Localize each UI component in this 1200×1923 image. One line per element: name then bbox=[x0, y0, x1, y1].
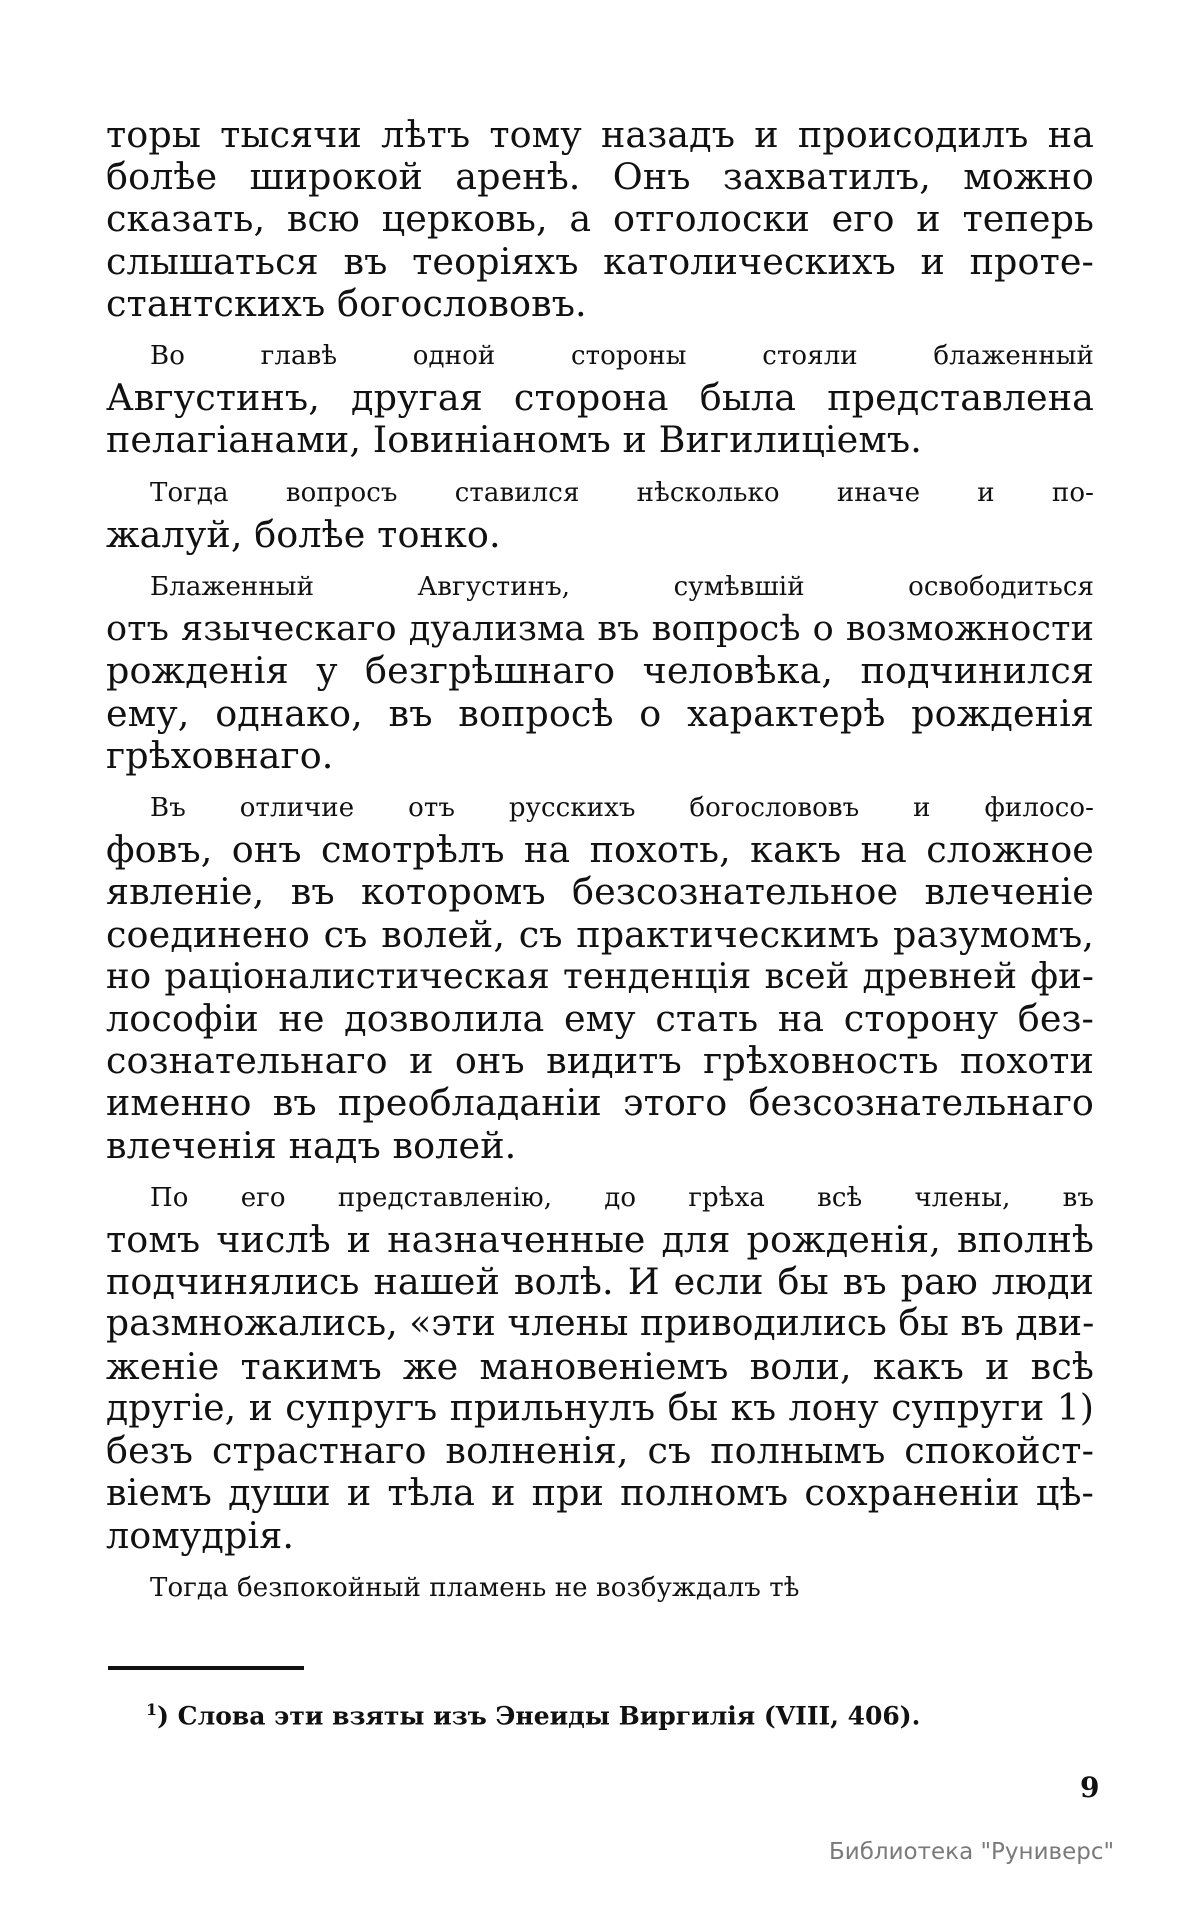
footnote bbox=[146, 1695, 920, 1731]
text-line: фовъ, онъ смотрѣлъ на похоть, какъ на сложное bbox=[106, 828, 1094, 872]
text-line: Во главѣ одной стороны стояли блаженный bbox=[150, 341, 1094, 372]
text-line: безъ страстнаго волненія, съ полнымъ спокойст- bbox=[106, 1429, 1094, 1473]
footnote-rule bbox=[108, 1666, 304, 1670]
text-line: жалуй, болѣе тонко. bbox=[106, 512, 501, 556]
text-line: именно въ преобладаніи этого безсознательнаго bbox=[106, 1081, 1094, 1125]
text-line: грѣховнаго. bbox=[106, 733, 334, 777]
text-line: сказать, всю церковь, а отголоски его и теперь bbox=[106, 197, 1094, 241]
text-line: томъ числѣ и назначенные для рожденія, вполнѣ bbox=[106, 1218, 1094, 1262]
footnote-marker: 1 bbox=[146, 1700, 158, 1719]
text-line: болѣе широкой аренѣ. Онъ захватилъ, можно bbox=[106, 155, 1094, 199]
text-line: Блаженный Августинъ, сумѣвшій освободиться bbox=[150, 572, 1094, 603]
paragraph bbox=[106, 335, 1094, 462]
text-line: ему, однако, въ вопросѣ о характерѣ рожденія bbox=[106, 691, 1094, 735]
text-line: віемъ души и тѣла и при полномъ сохраненіи цѣ- bbox=[106, 1471, 1094, 1515]
text-line: влеченія надъ волей. bbox=[106, 1123, 517, 1167]
text-line: женіе такимъ же мановеніемъ воли, какъ и всѣ bbox=[106, 1344, 1094, 1388]
text-line: Въ отличие отъ русскихъ богослововъ и филосо- bbox=[150, 793, 1094, 824]
paragraph bbox=[106, 472, 1094, 556]
paragraph bbox=[106, 1177, 1094, 1557]
library-watermark: Библиотека "Руниверс" bbox=[829, 1839, 1115, 1865]
paragraph bbox=[106, 114, 1094, 325]
paragraph bbox=[106, 787, 1094, 1167]
paragraph bbox=[106, 1567, 1094, 1609]
text-line: Тогда безпокойный пламень не возбуждалъ тѣ bbox=[150, 1572, 800, 1603]
text-line: явленіе, въ которомъ безсознательное влеченіе bbox=[106, 870, 1094, 914]
footnote-text: ) Слова эти взяты изъ Энеиды Виргилія (VIII, 406). bbox=[157, 1701, 921, 1731]
text-line: но раціоналистическая тенденція всей древней фи- bbox=[106, 955, 1094, 997]
page-body bbox=[106, 114, 1094, 1619]
text-line: По его представленію, до грѣха всѣ члены, въ bbox=[150, 1182, 1094, 1213]
text-line: пелагіанами, Іовиніаномъ и Вигилиціемъ. bbox=[106, 418, 922, 462]
text-line: лософіи не дозволила ему стать на сторону без- bbox=[106, 997, 1094, 1041]
text-line: соединено съ волей, съ практическимъ разумомъ, bbox=[106, 912, 1094, 956]
text-line: ломудрія. bbox=[106, 1513, 295, 1557]
text-line: рожденія у безгрѣшнаго человѣка, подчинился bbox=[106, 649, 1094, 693]
text-line: подчинялись нашей волѣ. И если бы въ раю люди bbox=[106, 1260, 1094, 1304]
page-number: 9 bbox=[1080, 1771, 1100, 1804]
text-line: Тогда вопросъ ставился нѣсколько иначе и по- bbox=[150, 477, 1094, 508]
text-line: другіе, и супругъ прильнулъ бы къ лону супруги 1) bbox=[106, 1387, 1094, 1429]
text-line: слышаться въ теоріяхъ католическихъ и проте- bbox=[106, 239, 1094, 283]
text-line: Августинъ, другая сторона была представлена bbox=[106, 376, 1094, 420]
text-line: стантскихъ богослововъ. bbox=[106, 281, 587, 325]
text-line: торы тысячи лѣтъ тому назадъ и происодилъ на bbox=[106, 113, 1094, 156]
text-line: отъ языческаго дуализма въ вопросѣ о возможности bbox=[106, 609, 1094, 650]
text-line: размножались, «эти члены приводились бы въ дви- bbox=[106, 1303, 1095, 1345]
text-line: сознательнаго и онъ видитъ грѣховность похоти bbox=[106, 1039, 1094, 1083]
paragraph bbox=[106, 566, 1094, 777]
